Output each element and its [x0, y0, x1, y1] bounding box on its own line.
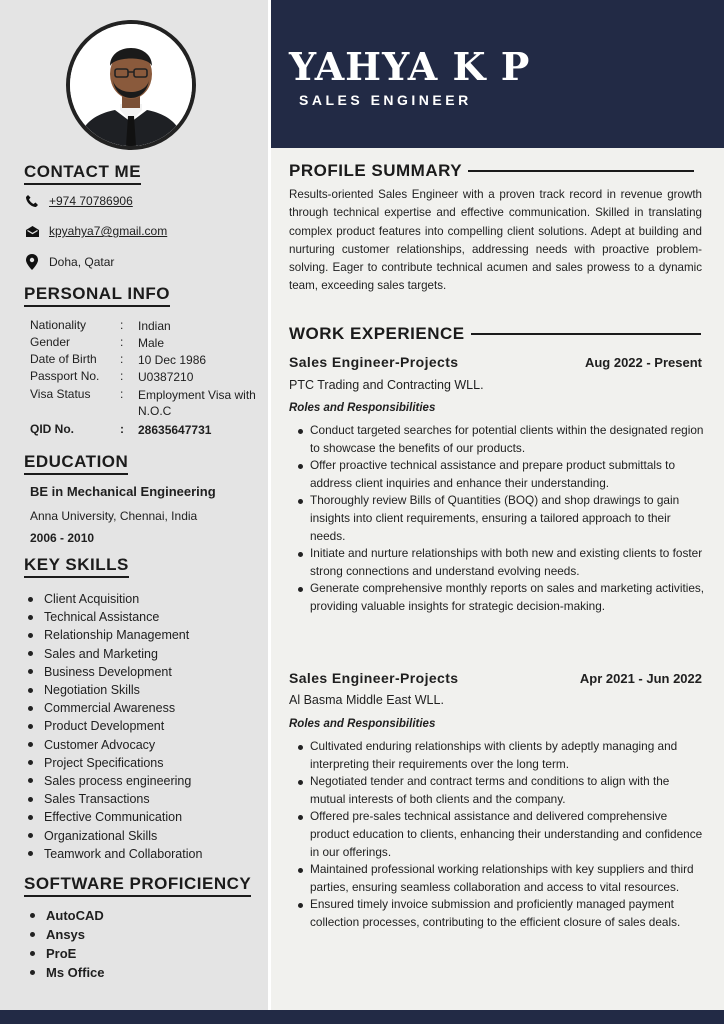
- job-title: Sales Engineer-Projects: [289, 354, 459, 370]
- skill-item: Customer Advocacy: [28, 736, 202, 754]
- info-key: QID No.: [30, 422, 74, 436]
- info-row-passport: [30, 369, 258, 385]
- work-experience-heading-row: [289, 324, 701, 344]
- profile-photo: [66, 20, 196, 150]
- responsibility-item: Ensured timely invoice submission and proficiently managed payment collection processes, contributing to the efficient closure of sales deals.: [296, 896, 706, 931]
- skill-item: Negotiation Skills: [28, 681, 202, 699]
- job-title: Sales Engineer-Projects: [289, 670, 459, 686]
- info-row-dob: [30, 352, 258, 368]
- skill-item: Sales Transactions: [28, 790, 202, 808]
- skill-item: Relationship Management: [28, 626, 202, 644]
- info-sep: :: [120, 335, 124, 349]
- profile-summary-heading-row: [289, 161, 694, 181]
- contact-heading: CONTACT ME: [24, 162, 141, 185]
- job-company: PTC Trading and Contracting WLL.: [289, 378, 484, 392]
- info-value: Employment Visa with N.O.C: [138, 388, 256, 418]
- info-sep: :: [120, 387, 124, 401]
- software-item: AutoCAD: [30, 906, 105, 925]
- location-text: Doha, Qatar: [49, 255, 115, 269]
- job-responsibilities-list: [296, 422, 706, 616]
- phone-link[interactable]: +974 70786906: [49, 194, 133, 208]
- education-heading: EDUCATION: [24, 452, 128, 475]
- info-key: Nationality: [30, 318, 87, 332]
- education-years: 2006 - 2010: [30, 531, 95, 545]
- software-item: ProE: [30, 944, 105, 963]
- skill-item: Teamwork and Collaboration: [28, 845, 202, 863]
- location-pin-icon: [24, 255, 40, 269]
- contact-email-row: [24, 224, 167, 238]
- footer-bar: [0, 1010, 724, 1024]
- contact-location-row: [24, 255, 114, 269]
- job-responsibilities-list: [296, 738, 706, 932]
- person-avatar-icon: [70, 24, 192, 146]
- candidate-name: YAHYA K P: [289, 44, 531, 89]
- responsibility-item: Conduct targeted searches for potential clients within the designated region to showcase the benefits of our products.: [296, 422, 706, 457]
- responsibility-item: Offered pre-sales technical assistance and delivered comprehensive product education to clients, enhancing their understanding and confidence in our offerings.: [296, 808, 706, 861]
- skill-item: Sales and Marketing: [28, 645, 202, 663]
- software-item: Ms Office: [30, 963, 105, 982]
- responsibility-item: Negotiated tender and contract terms and conditions to align with the mutual interests of both clients and the company.: [296, 773, 706, 808]
- info-sep: :: [120, 422, 124, 436]
- header-banner: [271, 0, 724, 148]
- info-row-gender: [30, 335, 258, 351]
- skill-item: Effective Communication: [28, 808, 202, 826]
- responsibility-item: Generate comprehensive monthly reports on sales and marketing activities, providing valuable insights for strategic decision-making.: [296, 580, 706, 615]
- heading-rule: [471, 333, 701, 335]
- info-value: 28635647731: [138, 423, 212, 437]
- job-dates: Apr 2021 - Jun 2022: [579, 671, 702, 686]
- info-sep: :: [120, 352, 124, 366]
- info-value: Male: [138, 336, 165, 350]
- contact-phone-row: [24, 194, 133, 208]
- skill-item: Commercial Awareness: [28, 699, 202, 717]
- skill-item: Technical Assistance: [28, 608, 202, 626]
- job-dates: Aug 2022 - Present: [584, 355, 702, 370]
- software-item: Ansys: [30, 925, 105, 944]
- info-key: Date of Birth: [30, 352, 97, 366]
- info-sep: :: [120, 318, 124, 332]
- info-row-qid: [30, 422, 258, 438]
- responsibility-item: Thoroughly review Bills of Quantities (BOQ) and shop drawings to gain insights into client requirements, ensuring a tailored approach to their needs.: [296, 492, 706, 545]
- work-experience-heading: WORK EXPERIENCE: [289, 324, 465, 343]
- info-key: Visa Status: [30, 387, 91, 401]
- key-skills-heading: KEY SKILLS: [24, 555, 129, 578]
- skill-item: Business Development: [28, 663, 202, 681]
- info-row-visa: [30, 387, 258, 419]
- mail-icon: [24, 224, 40, 238]
- skill-item: Client Acquisition: [28, 590, 202, 608]
- profile-summary-heading: PROFILE SUMMARY: [289, 161, 463, 180]
- software-list: [30, 906, 105, 982]
- info-row-nationality: [30, 318, 258, 334]
- info-value: Indian: [138, 319, 171, 333]
- info-value: U0387210: [138, 370, 194, 384]
- skill-item: Project Specifications: [28, 754, 202, 772]
- info-key: Passport No.: [30, 369, 100, 383]
- responsibility-item: Cultivated enduring relationships with clients by adeptly managing and interpreting their requirements over the long term.: [296, 738, 706, 773]
- email-link[interactable]: kpyahya7@gmail.com: [49, 224, 168, 238]
- roles-label: Roles and Responsibilities: [289, 402, 436, 414]
- skill-item: Organizational Skills: [28, 826, 202, 844]
- info-key: Gender: [30, 335, 71, 349]
- responsibility-item: Initiate and nurture relationships with both new and existing clients to foster strong connections and understand evolving needs.: [296, 545, 706, 580]
- key-skills-list: [28, 590, 202, 863]
- phone-icon: [24, 194, 40, 208]
- education-degree: BE in Mechanical Engineering: [30, 484, 216, 499]
- personal-info-heading: PERSONAL INFO: [24, 284, 170, 307]
- responsibility-item: Offer proactive technical assistance and prepare product submittals to address client inquiries and enhance their understanding.: [296, 457, 706, 492]
- skill-item: Product Development: [28, 717, 202, 735]
- heading-rule: [468, 170, 694, 172]
- info-sep: :: [120, 369, 124, 383]
- software-heading: SOFTWARE PROFICIENCY: [24, 874, 251, 897]
- info-value: 10 Dec 1986: [138, 353, 207, 367]
- education-university: Anna University, Chennai, India: [30, 509, 198, 523]
- skill-item: Sales process engineering: [28, 772, 202, 790]
- profile-summary-text: Results-oriented Sales Engineer with a proven track record in revenue growth through technical expertise and effective communication. Skilled in translating complex product features into compelling client solutions. Adept at building and nurturing customer relationships, addressing needs with proactive problem-solving. Eager to contribute technical acumen and sales prowess to a dynamic team, exceeding sales targets.: [289, 188, 702, 293]
- candidate-title: SALES ENGINEER: [299, 92, 472, 108]
- roles-label: Roles and Responsibilities: [289, 718, 436, 730]
- job-company: Al Basma Middle East WLL.: [289, 693, 444, 707]
- responsibility-item: Maintained professional working relationships with key suppliers and third parties, ensuring seamless collaboration and access to vital resources.: [296, 861, 706, 896]
